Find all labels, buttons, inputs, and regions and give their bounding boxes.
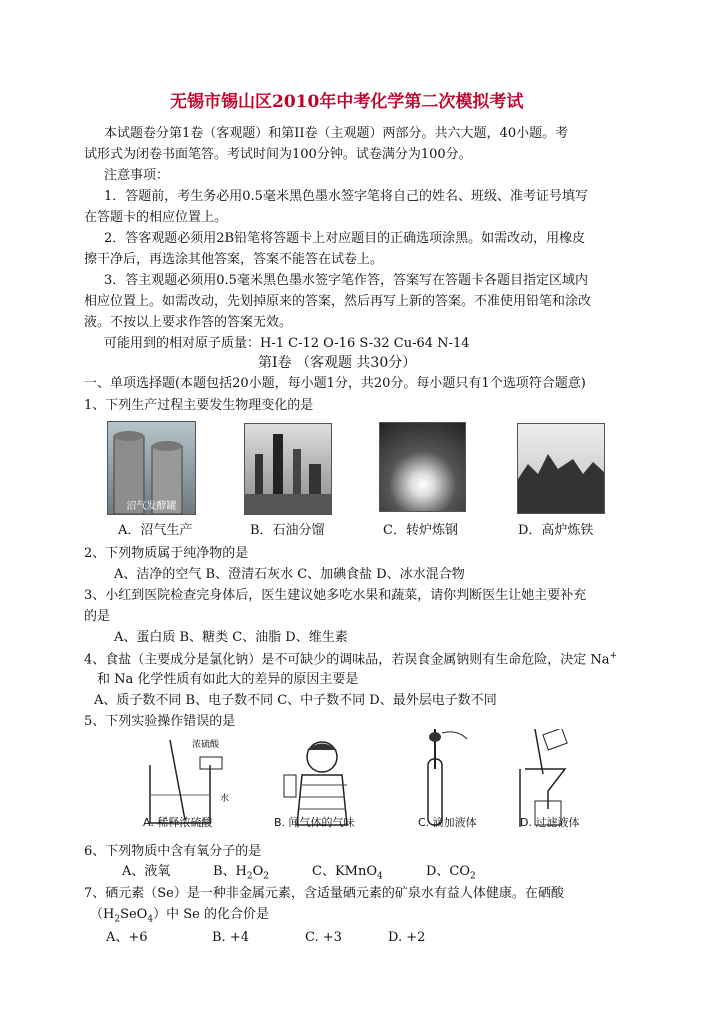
q1-option-a: A．沼气生产	[118, 523, 193, 538]
q4-options: A、质子数不同 B、电子数不同 C、中子数不同 D、最外层电子数不同	[94, 693, 497, 708]
q1-option-b: B．石油分馏	[250, 523, 325, 538]
atomic-masses: 可能用到的相对原子质量：H-1 C-12 O-16 S-32 Cu-64 N-14	[104, 336, 470, 351]
note-2: 2．答客观题必须用2B铅笔将答题卡上对应题目的正确选项涂黑。如需改动，用橡皮	[104, 231, 586, 246]
question-3-stem: 3、小红到医院检查完身体后，医生建议她多吃水果和蔬菜，请你判断医生让她主要补充	[84, 588, 587, 603]
part-1-instructions: 一、单项选择题(本题包括20小题，每小题1分，共20分。每小题只有1个选项符合题意)	[84, 376, 586, 391]
question-3-stem-cont: 的是	[84, 609, 111, 624]
blast-furnace-photo	[517, 423, 605, 514]
photo-caption: 沼气发酵罐	[126, 501, 177, 512]
notes-heading: 注意事项：	[104, 168, 170, 183]
page-title: 无锡市锡山区2010年中考化学第二次模拟考试	[170, 92, 524, 112]
note-1: 1．答题前，考生务必用0.5毫米黑色墨水签字笔将自己的姓名、班级、准考证号填写	[104, 189, 588, 204]
water-label: 水	[220, 794, 230, 804]
q6-option-c: C、KMnO$_4$	[312, 864, 383, 882]
question-7-stem-cont: $(H_2SeO_4)$中 Se 的化合价是	[90, 907, 269, 925]
q7-option-c: C. +3	[305, 930, 342, 945]
question-7-stem: 7、硒元素（Se）是一种非金属元素，含适量硒元素的矿泉水有益人体健康。在硒酸	[84, 886, 564, 901]
q5-option-a: A. 稀释浓硫酸	[143, 816, 213, 829]
q7-option-a: A、+6	[106, 930, 148, 945]
q7-option-b: B. +4	[212, 930, 249, 945]
question-6-stem: 6、下列物质中含有氧分子的是	[84, 844, 262, 859]
q6-option-b: B、$H_2O_2$	[213, 864, 270, 882]
note-2-cont: 擦干净后，再选涂其他答案，答案不能答在试卷上。	[84, 252, 384, 267]
question-2-stem: 2、下列物质属于纯净物的是	[84, 546, 249, 561]
question-4-stem-cont: 和 Na 化学性质有如此大的差异的原因主要是	[97, 672, 359, 687]
filter-liquid-figure	[515, 729, 595, 829]
q5-option-d: D. 过滤液体	[520, 816, 580, 829]
question-5-stem: 5、下列实验操作错误的是	[84, 714, 236, 729]
q1-option-d: D．高炉炼铁	[518, 523, 594, 538]
q5-option-b: B. 闻气体的气味	[274, 816, 355, 829]
question-4-stem: 4、食盐（主要成分是氯化钠）是不可缺少的调味品，若误食金属钠则有生命危险，决定 Na+	[84, 651, 618, 668]
q2-options: A、洁净的空气 B、澄清石灰水 C、加碘食盐 D、冰水混合物	[114, 567, 465, 582]
section-heading: 第Ⅰ卷 （客观题 共30分）	[258, 355, 417, 371]
question-1-stem: 1、下列生产过程主要发生物理变化的是	[84, 398, 314, 413]
note-3-cont: 相应位置上。如需改动，先划掉原来的答案，然后再写上新的答案。不准使用铅笔和涂改	[84, 294, 592, 309]
biogas-tank-photo	[107, 421, 196, 515]
q6-option-d: D、$CO_2$	[426, 864, 476, 882]
note-3-cont2: 液。不按以上要求作答的答案无效。	[84, 315, 293, 330]
q7-option-d: D. +2	[388, 930, 426, 945]
q6-option-a: A、液氧	[122, 864, 171, 879]
q5-option-c: C. 滴加液体	[418, 816, 477, 829]
note-3: 3．答主观题必须用0.5毫米黑色墨水签字笔作答，答案写在答题卡各题目指定区域内	[104, 273, 588, 288]
drop-liquid-figure	[412, 729, 472, 829]
acid-label: 浓硫酸	[192, 740, 220, 750]
note-1-cont: 在答题卡的相应位置上。	[84, 210, 228, 225]
q1-option-c: C．转炉炼钢	[383, 523, 458, 538]
intro-paragraph-cont: 试形式为闭卷书面笔答。考试时间为100分钟。试卷满分为100分。	[84, 147, 472, 162]
intro-paragraph: 本试题卷分第1卷（客观题）和第II卷（主观题）两部分。共六大题，40小题。考	[104, 126, 569, 141]
q3-options: A、蛋白质 B、糖类 C、油脂 D、维生素	[114, 630, 348, 645]
converter-steel-photo	[379, 422, 466, 512]
oil-refinery-photo	[244, 423, 332, 515]
